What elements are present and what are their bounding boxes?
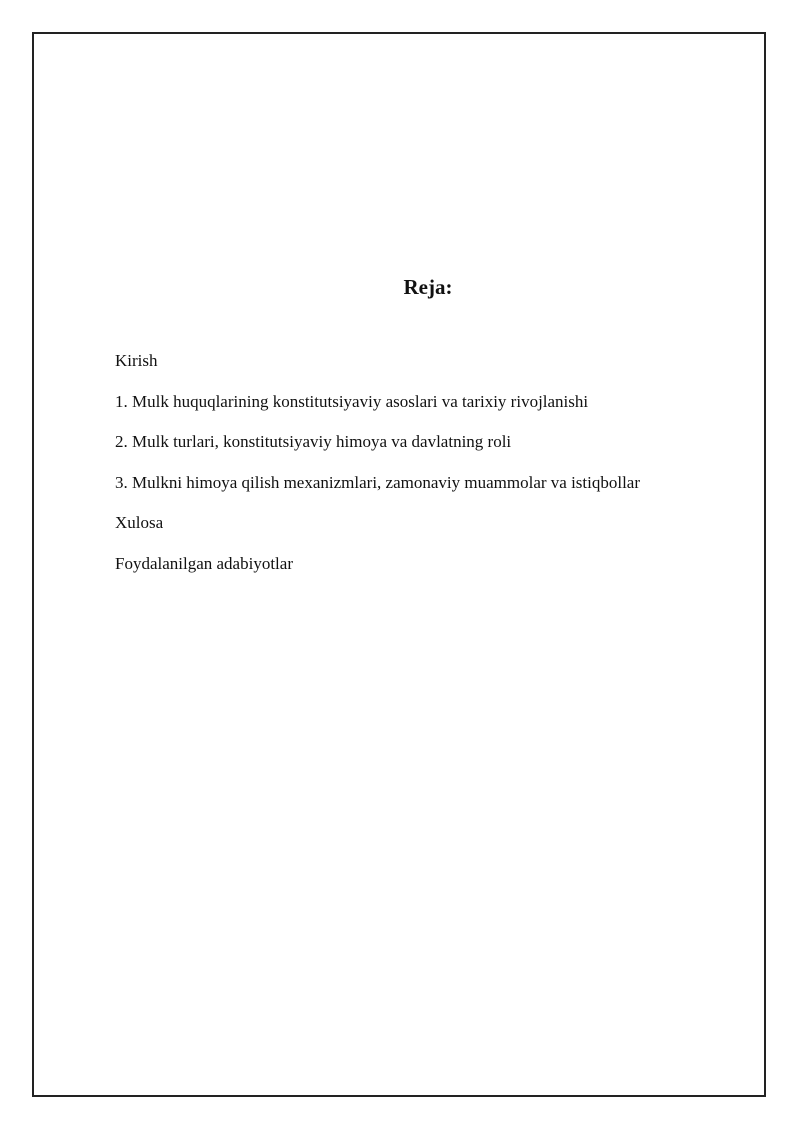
- toc-item-references: Foydalanilgan adabiyotlar: [115, 553, 293, 573]
- page-title: Reja:: [403, 275, 453, 299]
- toc-item-chapter-2: 2. Mulk turlari, konstitutsiyaviy himoya va davlatning roli: [115, 432, 512, 451]
- toc-item-conclusion: Xulosa: [115, 513, 164, 532]
- toc-item-chapter-3: 3. Mulkni himoya qilish mexanizmlari, zamonaviy muammolar va istiqbollar: [115, 472, 641, 492]
- table-of-contents: [115, 350, 640, 593]
- toc-item-chapter-1: 1. Mulk huquqlarining konstitutsiyaviy asoslari va tarixiy rivojlanishi: [115, 391, 589, 411]
- toc-item-introduction: Kirish: [115, 351, 158, 370]
